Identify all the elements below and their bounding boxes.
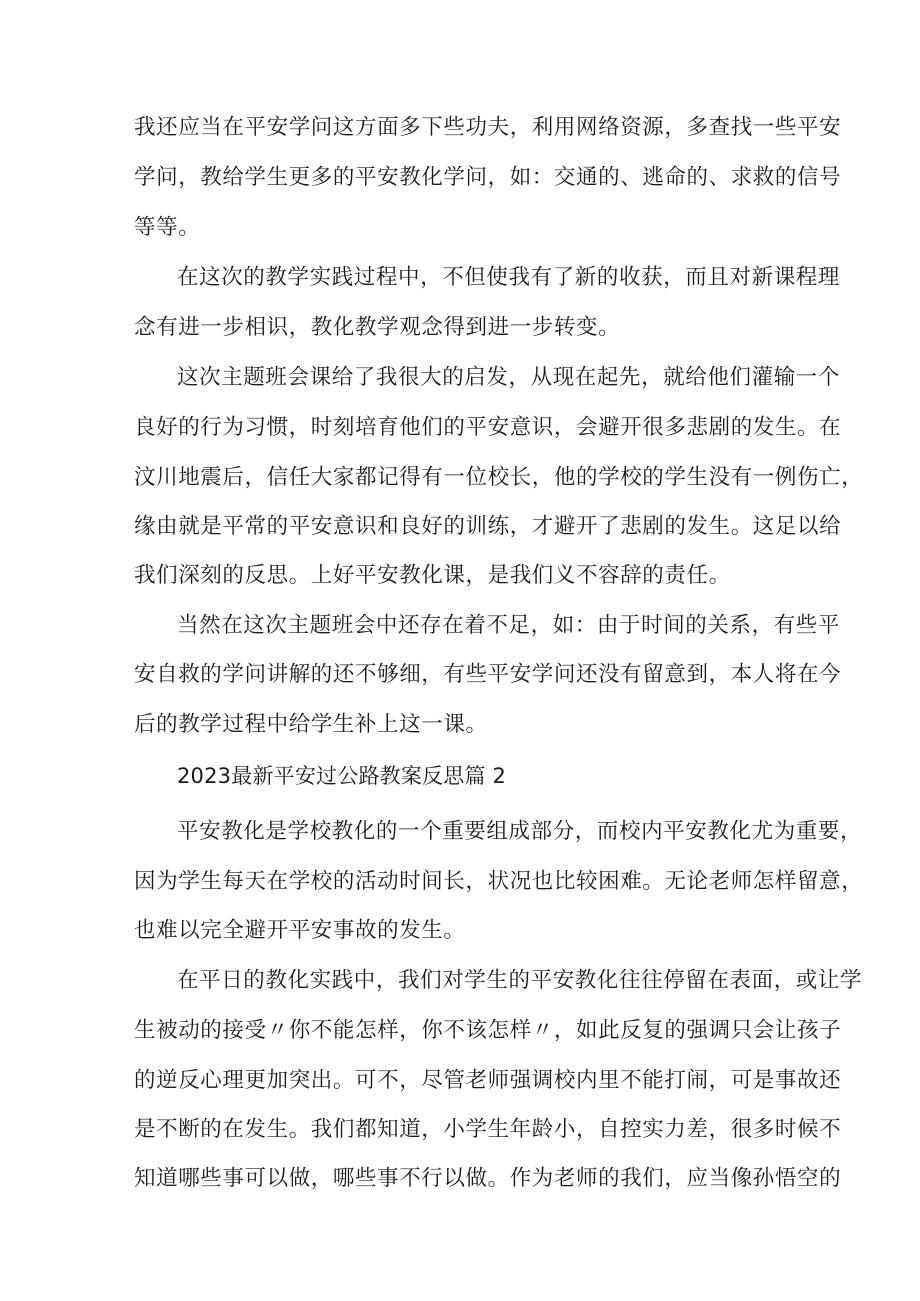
paragraph-3-line-5: 我们深刻的反思。上好平安教化课，是我们义不容辞的责任。 xyxy=(134,563,731,588)
section-paragraph-1-line-1: 平安教化是学校教化的一个重要组成部分，而校内平安教化尤为重要， xyxy=(177,819,863,844)
section-paragraph-1-line-2: 因为学生每天在学校的活动时间长，状况也比较困难。无论老师怎样留意， xyxy=(134,869,864,894)
paragraph-4-line-3: 后的教学过程中给学生补上这一课。 xyxy=(134,712,488,737)
section-heading: 2023最新平安过公路教案反思篇 2 xyxy=(177,764,507,788)
section-paragraph-2-line-5: 知道哪些事可以做，哪些事不行以做。作为老师的我们，应当像孙悟空的 xyxy=(134,1166,842,1191)
paragraph-3-line-1: 这次主题班会课给了我很大的启发，从现在起先，就给他们灌输一个 xyxy=(177,365,841,390)
section-paragraph-2-line-1: 在平日的教化实践中，我们对学生的平安教化往往停留在表面，或让学 xyxy=(177,968,863,993)
paragraph-1-line-3: 等等。 xyxy=(134,215,201,240)
section-paragraph-2-line-2: 生被动的接受〃你不能怎样，你不该怎样〃，如此反复的强调只会让孩子 xyxy=(134,1018,842,1043)
section-paragraph-2-line-4: 是不断的在发生。我们都知道，小学生年龄小，自控实力差，很多时候不 xyxy=(134,1117,842,1142)
paragraph-4-line-2: 安自救的学问讲解的还不够细，有些平安学问还没有留意到，本人将在今 xyxy=(134,662,842,687)
paragraph-2-line-2: 念有进一步相识，教化教学观念得到进一步转变。 xyxy=(134,315,621,340)
paragraph-2-line-1: 在这次的教学实践过程中，不但使我有了新的收获，而且对新课程理 xyxy=(177,265,841,290)
paragraph-3-line-2: 良好的行为习惯，时刻培育他们的平安意识，会避开很多悲剧的发生。在 xyxy=(134,415,842,440)
paragraph-4-line-1: 当然在这次主题班会中还存在着不足，如：由于时间的关系，有些平 xyxy=(177,613,841,638)
section-paragraph-2-line-3: 的逆反心理更加突出。可不，尽管老师强调校内里不能打闹，可是事故还 xyxy=(134,1068,842,1093)
paragraph-1-line-2: 学问，教给学生更多的平安教化学问，如：交通的、逃命的、求救的信号 xyxy=(134,165,842,190)
paragraph-3-line-3: 汶川地震后，信任大家都记得有一位校长，他的学校的学生没有一例伤亡， xyxy=(134,465,864,490)
paragraph-3-line-4: 缘由就是平常的平安意识和良好的训练，才避开了悲剧的发生。这足以给 xyxy=(134,514,842,539)
section-paragraph-1-line-3: 也难以完全避开平安事故的发生。 xyxy=(134,918,466,943)
paragraph-1-line-1: 我还应当在平安学问这方面多下些功夫，利用网络资源，多查找一些平安 xyxy=(134,115,842,140)
